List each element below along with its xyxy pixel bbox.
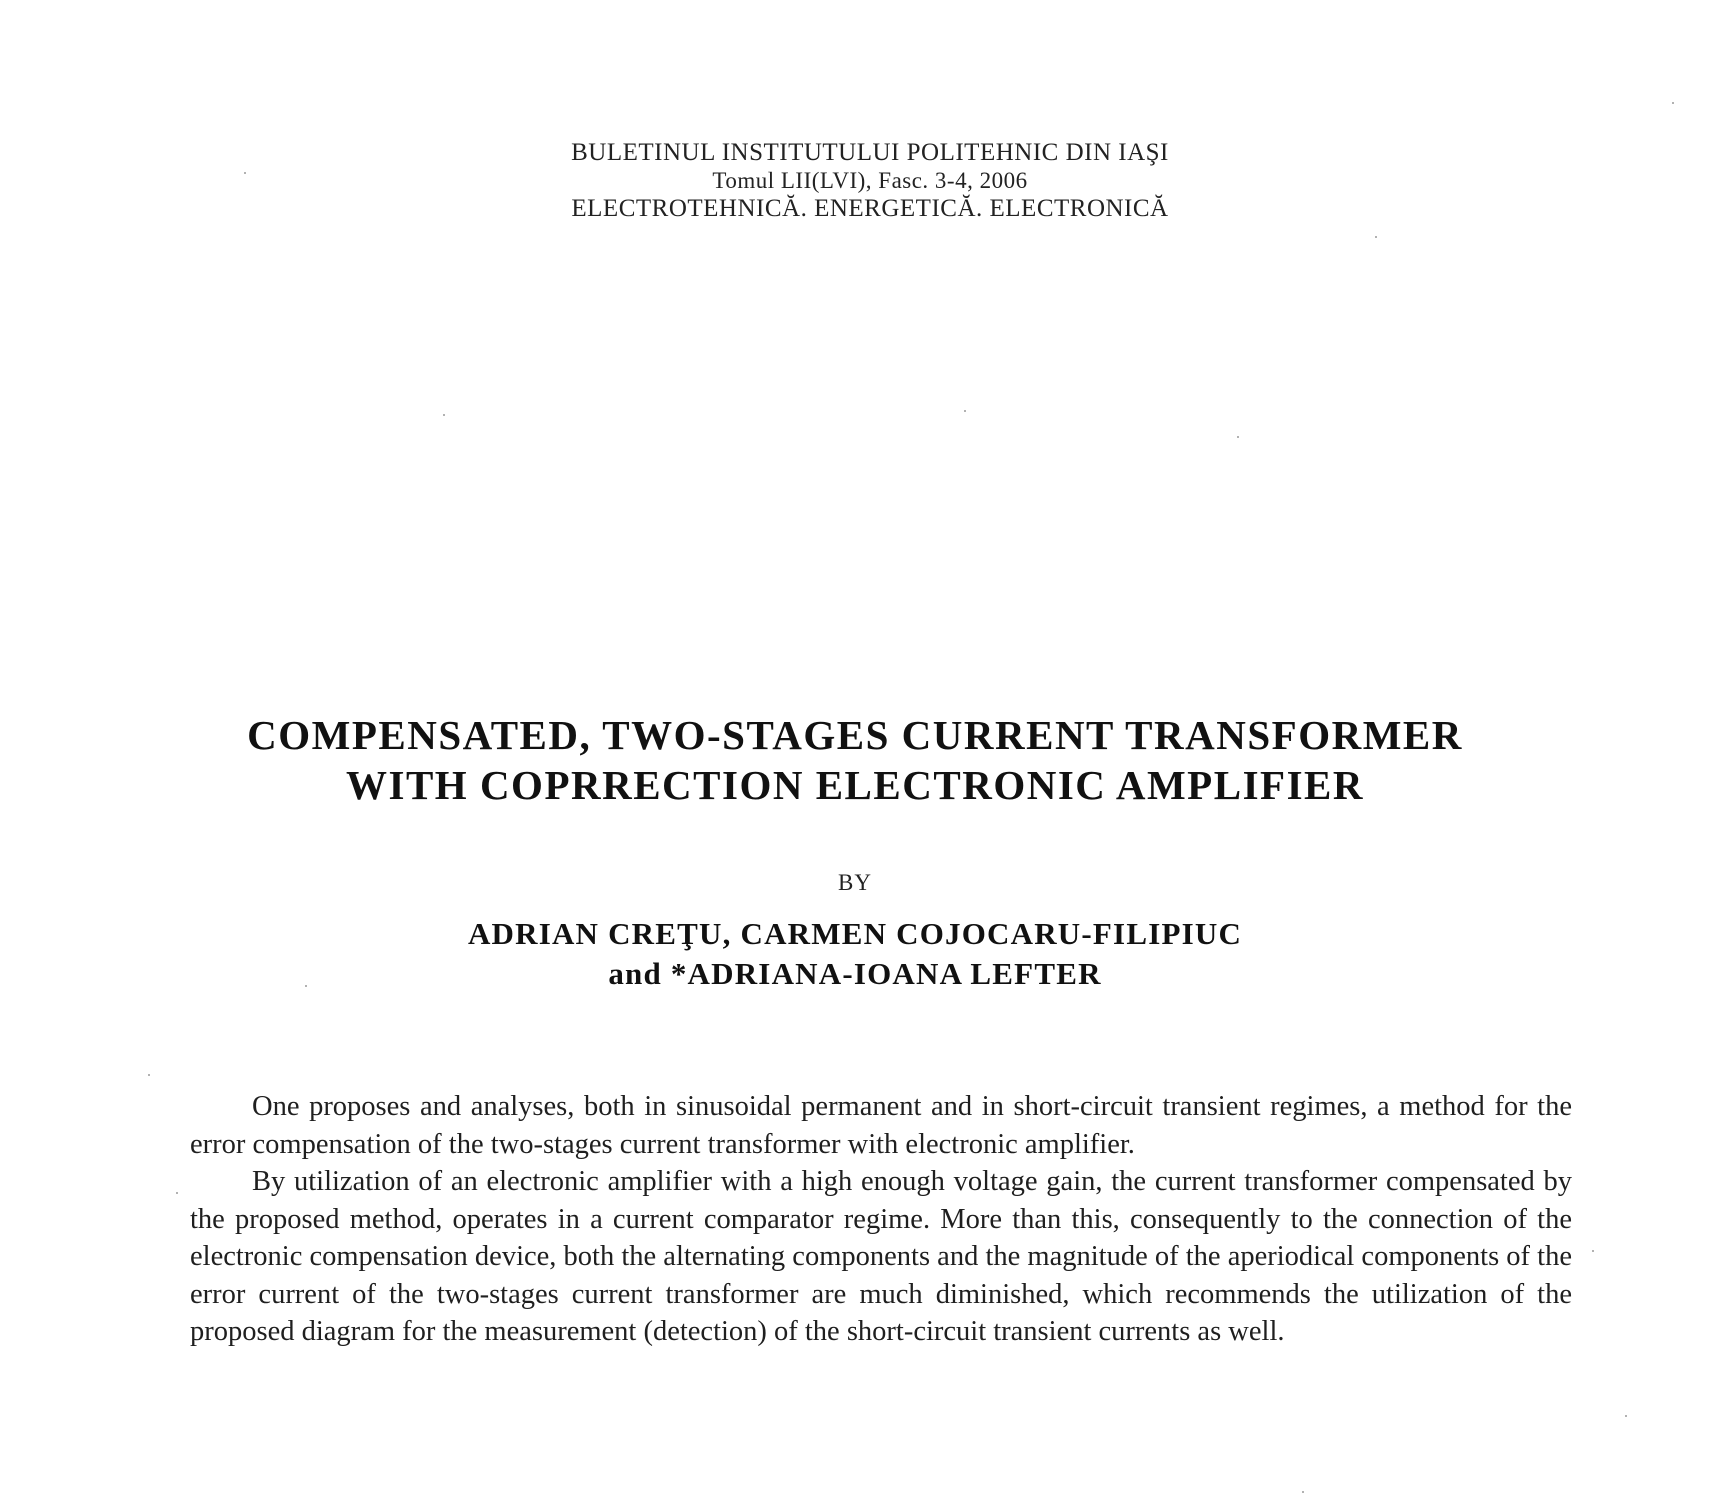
authors-line-1: ADRIAN CREŢU, CARMEN COJOCARU-FILIPIUC bbox=[467, 916, 1243, 951]
journal-section: ELECTROTEHNICĂ. ENERGETICĂ. ELECTRONICĂ bbox=[571, 195, 1169, 222]
authors-line-2: and *ADRIANA-IOANA LEFTER bbox=[608, 956, 1102, 991]
author-list bbox=[150, 914, 1560, 994]
title-line-1: COMPENSATED, TWO-STAGES CURRENT TRANSFORMER bbox=[247, 712, 1463, 758]
scan-speck bbox=[1672, 102, 1674, 104]
scan-speck bbox=[305, 985, 307, 987]
scan-speck bbox=[176, 1192, 178, 1194]
scan-speck bbox=[1592, 1250, 1594, 1252]
abstract bbox=[190, 1088, 1572, 1351]
scan-speck bbox=[1625, 1415, 1627, 1417]
abstract-paragraph-2: By utilization of an electronic amplifier with a high enough voltage gain, the current transformer compensated by the proposed method, operates in a current comparator regime. More than this, consequently to the connection of the electronic compensation device, both the alternating components and the magnitude of the aperiodical components of the error current of the two-stages current transformer are much diminished, which recommends the utilization of the proposed diagram for the measurement (detection) of the short-circuit transient currents as well. bbox=[190, 1166, 1572, 1347]
journal-header bbox=[480, 138, 1260, 224]
scan-speck bbox=[148, 1074, 150, 1076]
scan-speck bbox=[964, 410, 966, 412]
scan-speck bbox=[443, 414, 445, 416]
scan-speck bbox=[1302, 1491, 1304, 1493]
scan-speck bbox=[1375, 236, 1377, 238]
scan-speck bbox=[1237, 436, 1239, 438]
by-label: BY bbox=[838, 870, 872, 895]
journal-name: BULETINUL INSTITUTULUI POLITEHNIC DIN IAŞI bbox=[571, 139, 1169, 166]
scan-speck bbox=[244, 172, 246, 174]
paper-title bbox=[150, 710, 1560, 810]
journal-volume: Tomul LII(LVI), Fasc. 3-4, 2006 bbox=[712, 168, 1028, 193]
title-line-2: WITH COPRRECTION ELECTRONIC AMPLIFIER bbox=[346, 762, 1364, 808]
abstract-paragraph-1: One proposes and analyses, both in sinusoidal permanent and in short-circuit transient regimes, a method for the error compensation of the two-stages current transformer with electronic amplifier. bbox=[190, 1091, 1572, 1160]
